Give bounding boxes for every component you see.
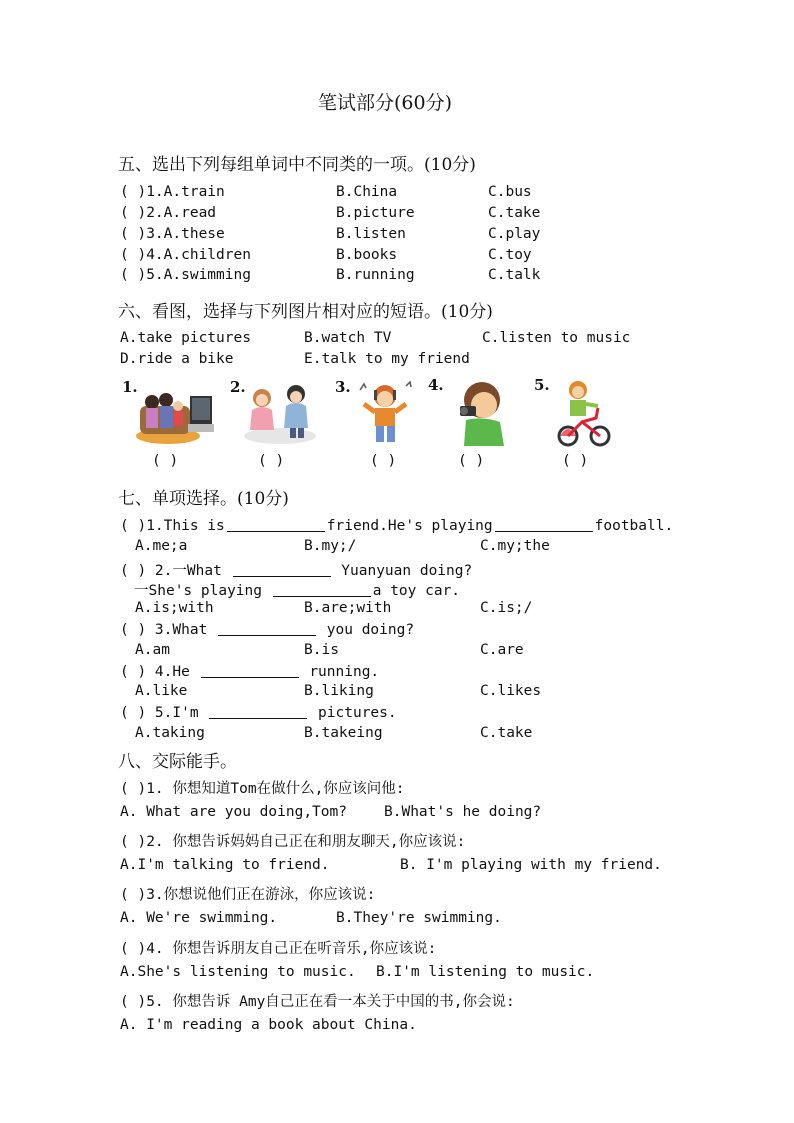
s6-option-e: E.talk to my friend xyxy=(304,351,470,367)
s8-q4-opt-a: A.She's listening to music. xyxy=(120,964,356,980)
s5-q4-text: ( )4.A.children xyxy=(120,247,251,263)
s5-q1-b: B.China xyxy=(336,184,398,200)
s8-q1-opt-a: A. What are you doing,Tom? xyxy=(120,804,347,820)
s8-q3-opt-a: A. We're swimming. xyxy=(120,910,278,926)
s7-q4-opt-a: A.like xyxy=(135,683,188,699)
s6-option-c: C.listen to music xyxy=(482,330,631,346)
s8-q5: ( )5. 你想告诉 Amy自己正在看一本关于中国的书,你会说: xyxy=(120,994,515,1010)
s5-q3-b: B.listen xyxy=(336,226,406,242)
s7-q2-line2: 一She's playing a toy car. xyxy=(134,583,461,599)
s7-q2-opt-a: A.is;with xyxy=(135,600,214,616)
s7-q2-opt-c: C.is;/ xyxy=(480,600,533,616)
blank-line[interactable] xyxy=(227,517,325,532)
s7-q4-stem: ( ) 4.He running. xyxy=(120,664,380,680)
boy-listening-music-illustration xyxy=(356,380,414,448)
s7-q1-opt-a: A.me;a xyxy=(135,538,188,554)
s7-q1-opt-b: B.my;/ xyxy=(304,538,357,554)
blank-line[interactable] xyxy=(201,663,299,678)
boy-taking-pictures-illustration xyxy=(450,378,514,448)
s7-q1-stem: ( )1.This is friend.He's playing football. xyxy=(120,518,674,534)
s5-q5-c: C.talk xyxy=(488,267,541,283)
s7-q3-opt-b: B.is xyxy=(304,642,339,658)
s5-q2-text: ( )2.A.read xyxy=(120,205,217,221)
section-8-heading: 八、交际能手。 xyxy=(118,752,237,772)
s5-q4-c: C.toy xyxy=(488,247,532,263)
picture-answer-5[interactable]: ( ) xyxy=(562,453,589,469)
picture-number-4: 4. xyxy=(428,376,444,394)
s5-q5-text: ( )5.A.swimming xyxy=(120,267,251,283)
section-5-heading: 五、选出下列每组单词中不同类的一项。(10分) xyxy=(118,155,476,175)
picture-number-1: 1. xyxy=(122,378,138,396)
s8-q2-opt-a: A.I'm talking to friend. xyxy=(120,857,330,873)
section-6-heading: 六、看图，选择与下列图片相对应的短语。(10分) xyxy=(118,302,493,322)
s5-q1-c: C.bus xyxy=(488,184,532,200)
s7-q3-opt-c: C.are xyxy=(480,642,524,658)
s5-q2-c: C.take xyxy=(488,205,541,221)
picture-number-5: 5. xyxy=(534,376,550,394)
s7-q1-opt-c: C.my;the xyxy=(480,538,550,554)
picture-answer-4[interactable]: ( ) xyxy=(458,453,485,469)
s8-q5-opt-a: A. I'm reading a book about China. xyxy=(120,1017,417,1033)
s7-q3-opt-a: A.am xyxy=(135,642,170,658)
s6-option-b: B.watch TV xyxy=(304,330,392,346)
s8-q2: ( )2. 你想告诉妈妈自己正在和朋友聊天,你应该说: xyxy=(120,834,466,850)
blank-line[interactable] xyxy=(218,621,316,636)
picture-answer-2[interactable]: ( ) xyxy=(258,453,285,469)
picture-answer-3[interactable]: ( ) xyxy=(370,453,397,469)
s5-q3-c: C.play xyxy=(488,226,541,242)
s7-q4-opt-b: B.liking xyxy=(304,683,374,699)
picture-number-3: 3. xyxy=(335,378,351,396)
s8-q1-opt-b: B.What's he doing? xyxy=(384,804,542,820)
s7-q5-opt-c: C.take xyxy=(480,725,533,741)
s7-q2-stem: ( ) 2.一What Yuanyuan doing? xyxy=(120,563,473,579)
page-title: 笔试部分(60分) xyxy=(318,92,453,114)
s5-q1-text: ( )1.A.train xyxy=(120,184,225,200)
s8-q3-opt-b: B.They're swimming. xyxy=(336,910,502,926)
s7-q3-stem: ( ) 3.What you doing? xyxy=(120,622,415,638)
s7-q5-opt-b: B.takeing xyxy=(304,725,383,741)
girl-riding-bike-illustration xyxy=(556,378,614,448)
blank-line[interactable] xyxy=(495,517,593,532)
blank-line[interactable] xyxy=(233,562,331,577)
blank-line[interactable] xyxy=(209,704,307,719)
s7-q5-stem: ( ) 5.I'm pictures. xyxy=(120,705,397,721)
s7-q2-opt-b: B.are;with xyxy=(304,600,392,616)
s7-q5-opt-a: A.taking xyxy=(135,725,205,741)
blank-line[interactable] xyxy=(273,582,371,597)
kids-talking-illustration xyxy=(240,380,320,446)
s5-q2-b: B.picture xyxy=(336,205,415,221)
picture-number-2: 2. xyxy=(230,378,246,396)
family-watching-tv-illustration xyxy=(130,386,220,446)
s8-q4-opt-b: B.I'm listening to music. xyxy=(376,964,595,980)
section-7-heading: 七、单项选择。(10分) xyxy=(118,489,289,509)
s8-q2-opt-b: B. I'm playing with my friend. xyxy=(400,857,662,873)
s5-q5-b: B.running xyxy=(336,267,415,283)
s7-q4-opt-c: C.likes xyxy=(480,683,542,699)
s5-q3-text: ( )3.A.these xyxy=(120,226,225,242)
s8-q1: ( )1. 你想知道Tom在做什么,你应该问他: xyxy=(120,781,405,797)
s8-q4: ( )4. 你想告诉朋友自己正在听音乐,你应该说: xyxy=(120,941,437,957)
picture-answer-1[interactable]: ( ) xyxy=(152,453,179,469)
s8-q3: ( )3.你想说他们正在游泳，你应该说: xyxy=(120,887,376,903)
s6-option-d: D.ride a bike xyxy=(120,351,234,367)
s6-option-a: A.take pictures xyxy=(120,330,251,346)
s5-q4-b: B.books xyxy=(336,247,398,263)
